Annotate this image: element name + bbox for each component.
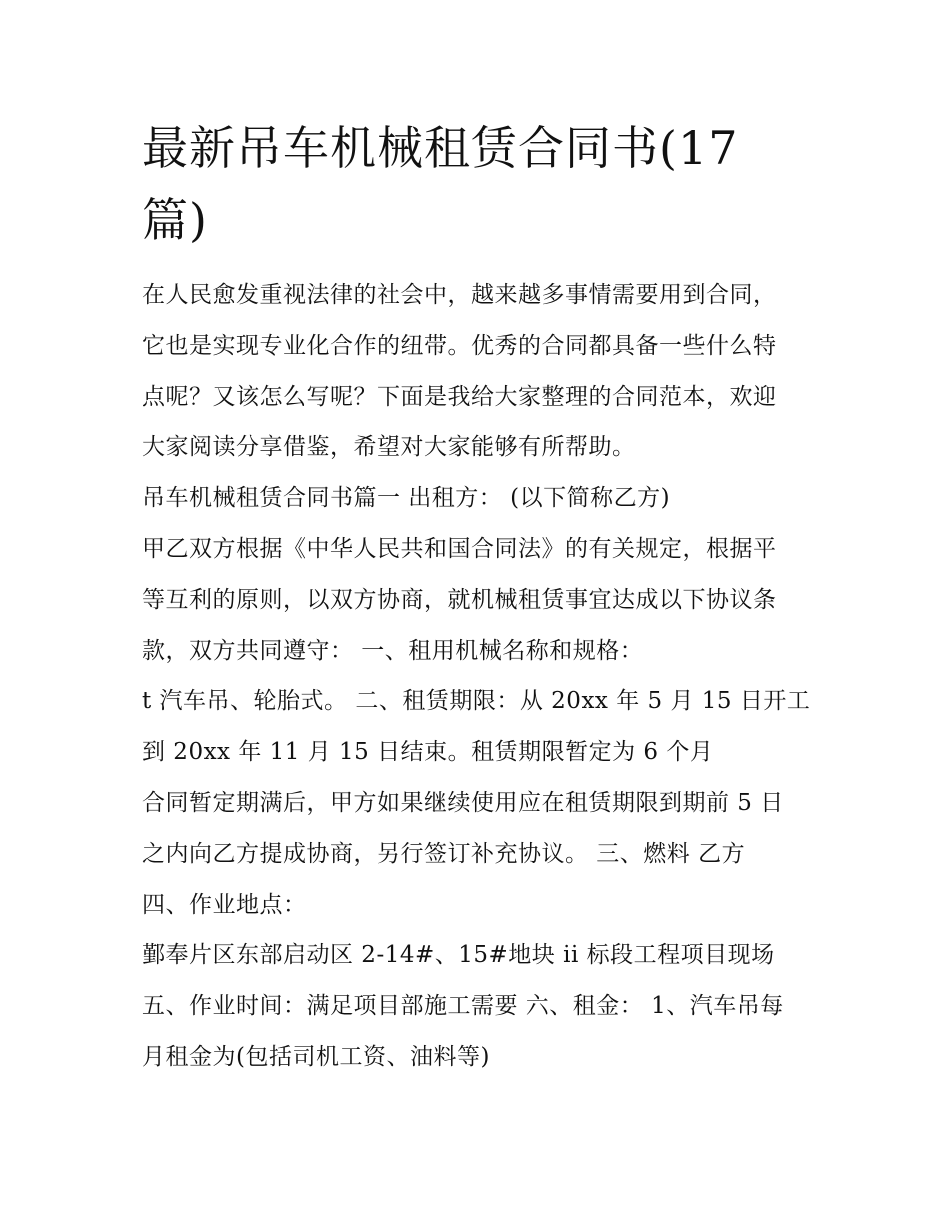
body-line: 五、作业时间：满足项目部施工需要 六、租金： 1、汽车吊每 [142,993,784,1020]
body-line: 等互利的原则，以双方协商，就机械租赁事宜达成以下协议条 [142,586,777,613]
document-page [142,112,822,1093]
body-line: 之内向乙方提成协商，另行签订补充协议。 三、燃料 乙方 [142,840,746,867]
body-line: t 汽车吊、轮胎式。 二、租赁期限：从 20xx 年 5 月 15 日开工 [142,688,811,715]
document-body [142,280,822,1093]
body-line: 在人民愈发重视法律的社会中，越来越多事情需要用到合同， [142,282,777,308]
body-line: 点呢？又该怎么写呢？下面是我给大家整理的合同范本，欢迎 [142,383,777,410]
body-line: 款，双方共同遵守： 一、租用机械名称和规格： [142,637,644,664]
body-line: 到 20xx 年 11 月 15 日结束。租赁期限暂定为 6 个月 [142,739,714,766]
body-line: 吊车机械租赁合同书篇一 出租方： (以下简称乙方) [142,485,671,512]
body-line: 合同暂定期满后，甲方如果继续使用应在租赁期限到期前 5 日 [142,789,784,816]
body-line: 四、作业地点： [142,891,307,918]
body-line: 月租金为(包括司机工资、油料等) [142,1043,490,1070]
body-line: 甲乙双方根据《中华人民共和国合同法》的有关规定，根据平 [142,535,777,562]
body-line: 大家阅读分享借鉴，希望对大家能够有所帮助。 [142,434,636,461]
document-title: 最新吊车机械租赁合同书(17篇) [142,121,739,247]
body-line: 鄞奉片区东部启动区 2-14#、15#地块 ii 标段工程项目现场 [142,942,775,969]
body-line: 它也是实现专业化合作的纽带。优秀的合同都具备一些什么特 [142,332,777,359]
